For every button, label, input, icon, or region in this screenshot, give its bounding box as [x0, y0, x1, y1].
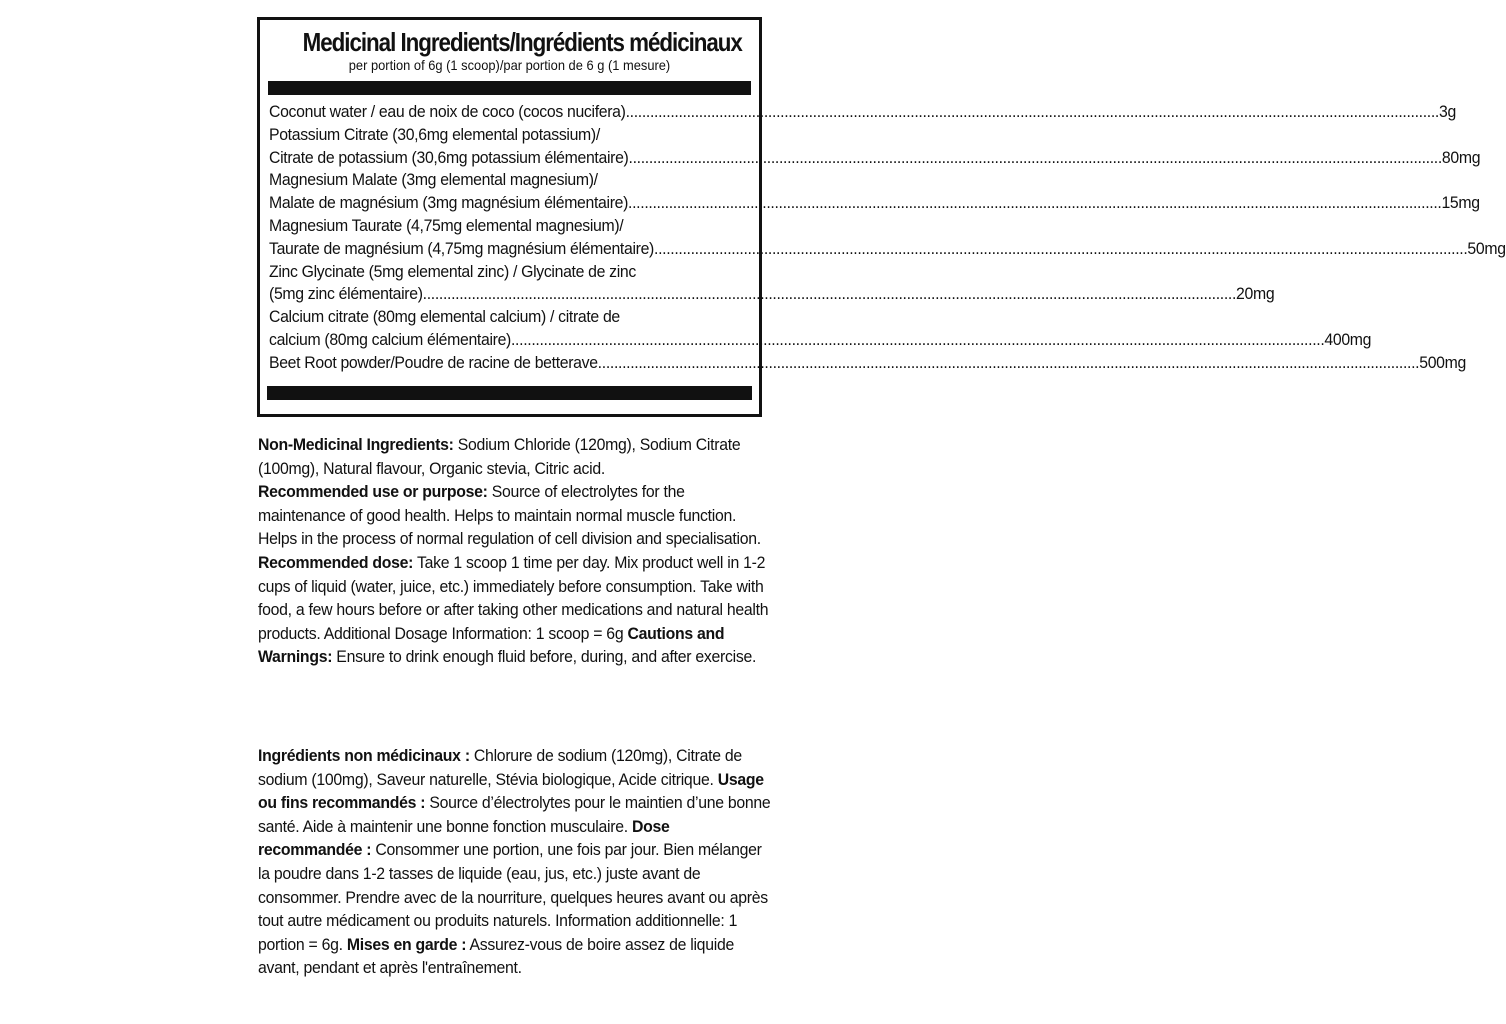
- leader-dots: ........................................................................................................................................................................................................: [628, 193, 1442, 213]
- ingredient-line: [269, 215, 750, 238]
- ingredient-name: Magnesium Malate (3mg elemental magnesium)/: [269, 170, 598, 190]
- ingredient-list: [269, 101, 1506, 375]
- cautions-label: Cautions and Warnings:: [258, 623, 725, 667]
- divider-bar-top: [268, 81, 751, 95]
- ingredient-line: [269, 101, 1456, 124]
- ingredient-amount: 3g: [1438, 102, 1456, 121]
- divider-bar-bottom: [267, 386, 752, 400]
- cautions-label-fr: Mises en garde :: [346, 934, 467, 954]
- leader-dots: ........................................................................................................................................................................................................: [605, 352, 1420, 372]
- leader-dots: ........................................................................................................................................................................................................: [628, 147, 1442, 167]
- french-info-block: [258, 744, 778, 980]
- cautions-text-fr: Assurez-vous de boire assez de liquide avant, pendant et après l'entraînement.: [258, 934, 734, 978]
- ingredient-line: [269, 261, 750, 284]
- panel-subtitle: per portion of 6g (1 scoop)/par portion de 6 g (1 mesure): [348, 57, 671, 73]
- ingredient-name: Zinc Glycinate (5mg elemental zinc) / Glycinate de zinc: [269, 261, 636, 281]
- non-medicinal-text: Sodium Chloride (120mg), Sodium Citrate (100mg), Natural flavour, Organic stevia, Citric acid.: [258, 435, 741, 478]
- ingredient-name: Coconut water / eau de noix de coco (cocos nucifera): [269, 102, 626, 121]
- ingredient-line: [269, 169, 750, 192]
- leader-dots: ........................................................................................................................................................................................................: [625, 102, 1439, 121]
- ingredient-amount: 50mg: [1467, 238, 1506, 258]
- ingredient-line: [269, 238, 1506, 261]
- recommended-use-text: Source of electrolytes for the maintenance of good health. Helps to maintain normal muscle function. Helps in the process of normal regulation of cell division and specialisation.: [258, 482, 761, 549]
- recommended-use-label: Recommended use or purpose:: [258, 482, 488, 502]
- recommended-use-label-fr: Usage ou fins recommandés :: [258, 769, 764, 813]
- medicinal-ingredients-panel: [257, 17, 1506, 417]
- ingredient-name: Citrate de potassium (30,6mg potassium élémentaire): [269, 147, 629, 167]
- ingredient-amount: 20mg: [1236, 284, 1275, 304]
- ingredient-line: [269, 283, 1275, 306]
- ingredient-line: [269, 306, 750, 329]
- ingredient-line: [269, 192, 1480, 215]
- non-medicinal-label-fr: Ingrédients non médicinaux :: [258, 746, 470, 765]
- ingredient-line: [269, 124, 750, 147]
- ingredient-name: Malate de magnésium (3mg magnésium élémentaire): [269, 193, 629, 213]
- ingredient-name: calcium (80mg calcium élémentaire): [269, 329, 511, 349]
- non-medicinal-text-fr: Chlorure de sodium (120mg), Citrate de sodium (100mg), Saveur naturelle, Stévia biologique, Acide citrique.: [258, 746, 742, 789]
- recommended-use-text-fr: Source d’électrolytes pour le maintien d’une bonne santé. Aide à maintenir une bonne fonction musculaire.: [258, 793, 771, 836]
- english-info-block: [258, 433, 778, 669]
- recommended-dose-label: Recommended dose:: [258, 552, 414, 572]
- recommended-dose-text: Take 1 scoop 1 time per day. Mix product well in 1-2 cups of liquid (water, juice, etc.) immediately before consumption. Take with food, a few hours before or after taking other medications and natural health products. Additional Dosage Information: 1 scoop = 6g: [258, 552, 769, 643]
- leader-dots: ........................................................................................................................................................................................................: [510, 329, 1325, 349]
- non-medicinal-label: Non-Medicinal Ingredients:: [258, 435, 454, 454]
- ingredient-line: [269, 352, 1466, 375]
- ingredient-line: [269, 329, 1372, 352]
- cautions-text: Ensure to drink enough fluid before, during, and after exercise.: [332, 647, 757, 667]
- recommended-dose-text-fr: Consommer une portion, une fois par jour. Bien mélanger la poudre dans 1-2 tasses de liquide (eau, jus, etc.) juste avant de consommer. Prendre avec de la nourriture, quelques heures avant ou après tout autre médicament ou produits naturels. Information additionnelle: 1 portion = 6g.: [258, 840, 768, 954]
- french-paragraph: [258, 744, 775, 980]
- recommended-dose-label-fr: Dose recommandée :: [258, 816, 670, 860]
- ingredient-name: Calcium citrate (80mg elemental calcium) / citrate de: [269, 307, 620, 327]
- ingredient-line: [269, 147, 1481, 170]
- ingredient-name: Magnesium Taurate (4,75mg elemental magnesium)/: [269, 215, 624, 235]
- ingredient-amount: 15mg: [1441, 193, 1480, 213]
- ingredient-amount: 500mg: [1419, 352, 1466, 372]
- ingredient-name: Potassium Citrate (30,6mg elemental potassium)/: [269, 124, 600, 144]
- ingredient-name: Taurate de magnésium (4,75mg magnésium élémentaire): [269, 238, 655, 258]
- leader-dots: ........................................................................................................................................................................................................: [422, 284, 1237, 304]
- ingredient-name: Beet Root powder/Poudre de racine de betterave..: [269, 352, 606, 372]
- ingredient-amount: 80mg: [1441, 147, 1481, 167]
- panel-title: Medicinal Ingredients/Ingrédients médicinaux: [302, 27, 742, 57]
- ingredient-name: (5mg zinc élémentaire): [269, 284, 423, 304]
- english-paragraph: [258, 433, 775, 669]
- ingredient-amount: 400mg: [1324, 329, 1372, 349]
- leader-dots: ........................................................................................................................................................................................................: [654, 238, 1468, 258]
